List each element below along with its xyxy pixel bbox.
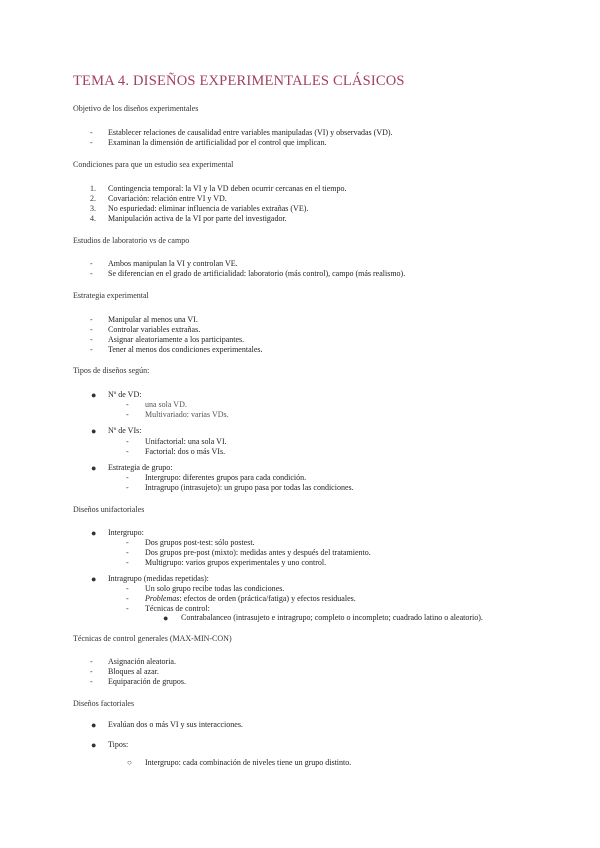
dash-marker: - xyxy=(126,447,129,456)
list-item-label: Intergrupo: xyxy=(108,528,144,537)
list-item xyxy=(145,594,356,604)
list-item-label: Nº de VD: xyxy=(108,390,142,399)
bullet-marker: ● xyxy=(91,740,97,750)
dash-marker: - xyxy=(126,558,129,567)
list-item: Tener al menos dos condiciones experimentales. xyxy=(108,345,263,354)
bullet-marker: ● xyxy=(91,426,97,436)
list-item: Unifactorial: una sola VI. xyxy=(145,437,227,446)
section-heading-condiciones: Condiciones para que un estudio sea experimental xyxy=(73,160,234,169)
dash-marker: - xyxy=(90,259,93,268)
list-item: Dos grupos post-test: sólo postest. xyxy=(145,538,255,547)
list-item: Intragrupo (intrasujeto): un grupo pasa por todas las condiciones. xyxy=(145,483,354,492)
list-item: Evalúan dos o más VI y sus interacciones. xyxy=(108,720,243,729)
bullet-marker: ● xyxy=(91,720,97,730)
number-marker: 4. xyxy=(90,214,96,223)
list-item: Asignar aleatoriamente a los participantes. xyxy=(108,335,245,344)
section-heading-objetivo: Objetivo de los diseños experimentales xyxy=(73,104,199,113)
section-heading-unifactoriales: Diseños unifactoriales xyxy=(73,505,145,514)
circle-marker: ○ xyxy=(127,758,132,767)
dash-marker: - xyxy=(126,410,129,419)
dash-marker: - xyxy=(90,667,93,676)
list-item: Asignación aleatoria. xyxy=(108,657,176,666)
list-item-label: Tipos: xyxy=(108,740,129,749)
list-item-label: Intragrupo (medidas repetidas): xyxy=(108,574,209,583)
list-item: una sola VD. xyxy=(145,400,187,409)
list-item: Contingencia temporal: la VI y la VD deben ocurrir cercanas en el tiempo. xyxy=(108,184,347,193)
list-item: Bloques al azar. xyxy=(108,667,159,676)
bullet-marker: ● xyxy=(91,574,97,584)
dash-marker: - xyxy=(126,483,129,492)
section-heading-factoriales: Diseños factoriales xyxy=(73,699,135,708)
page-title: TEMA 4. DISEÑOS EXPERIMENTALES CLÁSICOS xyxy=(73,73,405,89)
dash-marker: - xyxy=(126,538,129,547)
dash-marker: - xyxy=(126,473,129,482)
section-heading-tipos: Tipos de diseños según: xyxy=(73,366,150,375)
section-heading-tecnicas: Técnicas de control generales (MAX-MIN-CON) xyxy=(73,634,232,643)
bullet-marker: ● xyxy=(91,528,97,538)
list-item: Un solo grupo recibe todas las condiciones. xyxy=(145,584,285,593)
dash-marker: - xyxy=(90,325,93,334)
list-item-label: Estrategia de grupo: xyxy=(108,463,173,472)
list-item: Intergrupo: cada combinación de niveles tiene un grupo distinto. xyxy=(145,758,352,767)
bullet-marker: ● xyxy=(91,390,97,400)
dash-marker: - xyxy=(90,677,93,686)
bullet-marker: ● xyxy=(163,613,169,623)
list-item: Multivariado: varias VDs. xyxy=(145,410,229,419)
list-item: Covariación: relación entre VI y VD. xyxy=(108,194,227,203)
dash-marker: - xyxy=(90,138,93,147)
list-item: Se diferencian en el grado de artificialidad: laboratorio (más control), campo (más realismo). xyxy=(108,269,406,278)
dash-marker: - xyxy=(90,345,93,354)
dash-marker: - xyxy=(126,584,129,593)
dash-marker: - xyxy=(126,400,129,409)
dash-marker: - xyxy=(126,594,129,603)
dash-marker: - xyxy=(90,269,93,278)
number-marker: 2. xyxy=(90,194,96,203)
list-item: No espuriedad: eliminar influencia de variables extrañas (VE). xyxy=(108,204,309,213)
dash-marker: - xyxy=(126,548,129,557)
list-item: Ambos manipulan la VI y controlan VE. xyxy=(108,259,238,268)
list-item: Examinan la dimensión de artificialidad por el control que implican. xyxy=(108,138,327,147)
list-item-text: : efectos de orden (práctica/fatiga) y efectos residuales. xyxy=(179,594,356,603)
number-marker: 1. xyxy=(90,184,96,193)
list-item: Manipular al menos una VI. xyxy=(108,315,198,324)
dash-marker: - xyxy=(90,657,93,666)
dash-marker: - xyxy=(90,315,93,324)
bullet-marker: ● xyxy=(91,463,97,473)
list-item: Técnicas de control: xyxy=(145,604,210,613)
dash-marker: - xyxy=(126,437,129,446)
list-item: Contrabalanceo (intrasujeto e intragrupo; completo o incompleto; cuadrado latino o aleatorio). xyxy=(181,613,483,622)
emphasis-text: Problemas xyxy=(145,594,180,603)
section-heading-estrategia: Estrategia experimental xyxy=(73,291,149,300)
dash-marker: - xyxy=(90,335,93,344)
section-heading-laboratorio: Estudios de laboratorio vs de campo xyxy=(73,236,190,245)
list-item: Factorial: dos o más VIs. xyxy=(145,447,226,456)
list-item: Equiparación de grupos. xyxy=(108,677,186,686)
list-item: Establecer relaciones de causalidad entre variables manipuladas (VI) y observadas (VD). xyxy=(108,128,393,137)
list-item: Intergrupo: diferentes grupos para cada condición. xyxy=(145,473,307,482)
dash-marker: - xyxy=(126,604,129,613)
list-item: Dos grupos pre-post (mixto): medidas antes y después del tratamiento. xyxy=(145,548,371,557)
list-item: Manipulación activa de la VI por parte del investigador. xyxy=(108,214,287,223)
number-marker: 3. xyxy=(90,204,96,213)
dash-marker: - xyxy=(90,128,93,137)
list-item: Controlar variables extrañas. xyxy=(108,325,201,334)
list-item: Multigrupo: varios grupos experimentales y uno control. xyxy=(145,558,327,567)
list-item-label: Nº de VIs: xyxy=(108,426,142,435)
